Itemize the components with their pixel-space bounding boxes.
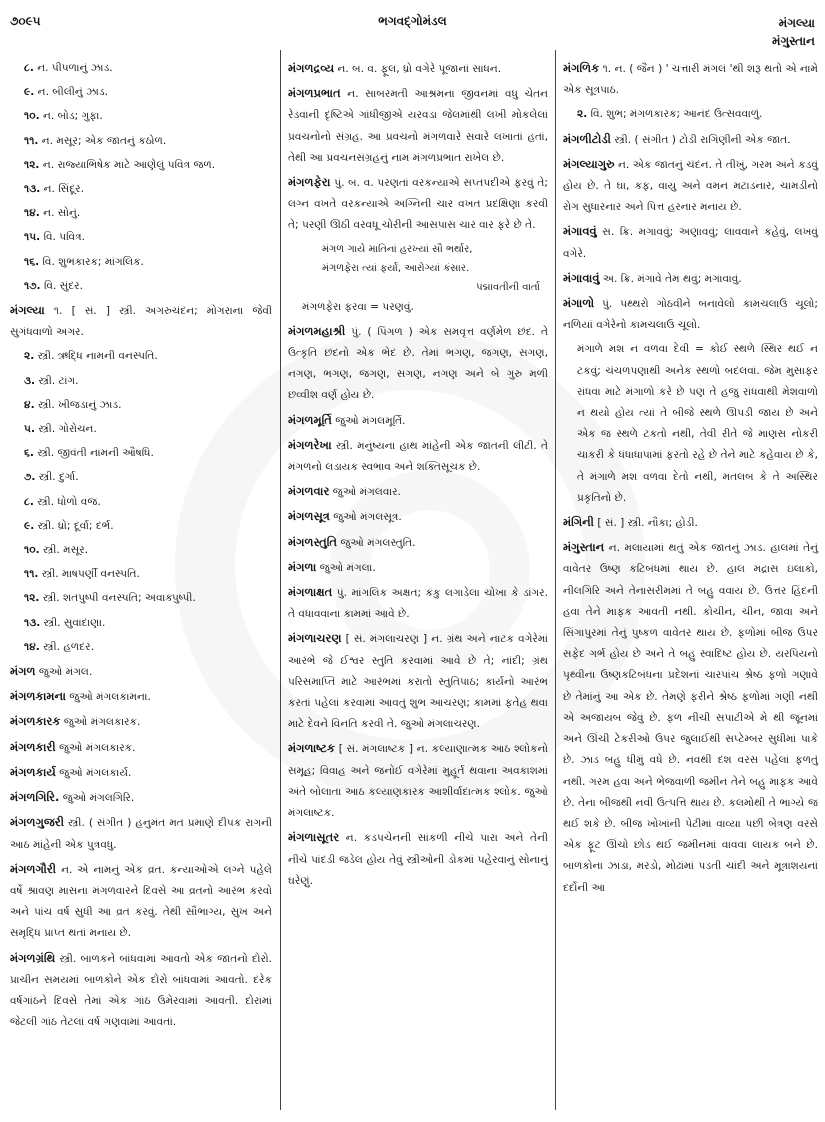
sense bbox=[10, 564, 272, 585]
sense-text: સ્ત્રી. ધ્રો; દૂર્વા; દર્ભ. bbox=[37, 519, 114, 532]
sense-text: સ્ત્રી. સુવાદાણા. bbox=[43, 616, 106, 629]
dictionary-entry bbox=[10, 737, 272, 759]
dictionary-entry bbox=[288, 321, 548, 407]
dictionary-entry bbox=[288, 506, 548, 528]
sense-number: ૯. bbox=[24, 519, 35, 532]
headword: મંગળીટોડી bbox=[563, 131, 611, 146]
sense bbox=[10, 492, 272, 513]
sense bbox=[10, 155, 272, 176]
sense-number: ૧૪. bbox=[24, 640, 40, 653]
sense-text: વિ. શુભકારક; માંગલિક. bbox=[42, 255, 144, 268]
dictionary-entry bbox=[288, 532, 548, 554]
definition: ન. એક જાતનું ચંદન. તે તીખું, ગરમ અને કડવું હોય છે. તે ઘા, કફ, વાયુ અને વમન મટાડનાર, ચામડીનો રોગ સુધારનાર અને પિત્ત હરનાર મનાય છે. bbox=[563, 158, 818, 214]
sense-number: ૧૭. bbox=[24, 279, 41, 292]
headword: મંગળગિરિ. bbox=[10, 790, 60, 805]
dictionary-entry bbox=[10, 686, 272, 708]
sense-text: સ્ત્રી. ગોરોચન. bbox=[38, 423, 97, 436]
sense-text: ન. બોડ; ગુફા. bbox=[42, 110, 103, 123]
sense bbox=[563, 104, 818, 125]
headword: મંગળદ્રવ્ય bbox=[288, 61, 335, 75]
sense-text: ન. સોનું. bbox=[43, 207, 81, 220]
definition: ન. એ નામનું એક વ્રત. કન્યાઓએ લગ્ને પહેલે વર્ષે શ્રાવણ માસના મંગળવારને દિવસે આ વ્રતનો આરંભ કરવો અને પાંચ વર્ષ સુધી આ વ્રત કરવું. તેથી સૌભાગ્ય, સુખ અને સમૃદ્ધિ પ્રાપ્ત થતાં મનાય છે. bbox=[10, 863, 272, 940]
sense-number: ૮. bbox=[24, 62, 34, 74]
sense-number: ૧૩. bbox=[24, 183, 41, 196]
sense-text: સ્ત્રી. માષપર્ણી વનસ્પતિ. bbox=[41, 568, 140, 581]
sense bbox=[10, 395, 272, 416]
headword: મંગળાચરણ bbox=[288, 631, 342, 646]
dictionary-entry bbox=[288, 827, 548, 892]
sense-number: ૧૨. bbox=[24, 592, 40, 605]
sense bbox=[10, 82, 272, 103]
dictionary-entry bbox=[288, 83, 548, 169]
definition: સ્ત્રી. બાળકને બાંધવામાં આવતો એક જાતનો દોરો. પ્રાચીન સમયમાં બાળકોને એક દોરો બાંધવામાં આવતો. દરેક વર્ષગાંઠને દિવસે તેમાં એક ગાંઠ ઉમેરવામાં આવતી. દોરામાં જેટલી ગાંઠ તેટલાં વર્ષ ગણવામાં આવતાં. bbox=[10, 952, 272, 1029]
dictionary-entry bbox=[288, 738, 548, 824]
sense-text: ન. બીલીનું ઝાડ. bbox=[37, 86, 109, 99]
sense-text: સ્ત્રી. મસૂર. bbox=[42, 544, 89, 557]
dictionary-entry bbox=[563, 154, 818, 219]
sense-text: સ્ત્રી. દુર્ગા. bbox=[38, 471, 79, 484]
headword: મંગળગ્રંથિ bbox=[10, 950, 56, 965]
dictionary-entry bbox=[288, 172, 548, 237]
headword: મંગળા bbox=[288, 559, 317, 574]
page-number: ૭૦૯૫ bbox=[10, 14, 41, 28]
column-divider bbox=[555, 50, 556, 1110]
column-left bbox=[10, 58, 272, 1036]
sense-text: સ્ત્રી. શતપુષ્પી વનસ્પતિ; અવાક્પુષ્પી. bbox=[42, 592, 196, 605]
headword: મંગળમહાશ્રી bbox=[288, 323, 346, 338]
sense-number: ૧૦. bbox=[24, 110, 40, 123]
dictionary-entry bbox=[288, 582, 548, 625]
dictionary-entry bbox=[563, 512, 818, 534]
headword: મંગલ્યા bbox=[10, 303, 45, 318]
idiom: મંગાળે મશ ન વળવા દેવી = કોઈ સ્થળે સ્થિર થઈ ન ટકવું; ચંચળપણાથી અનેક સ્થળો બદલવાં. જેમ મુસાફર રાંધવા માટે મંગાળો કરે છે પણ તે હજુ રાંધવાથી મેશવાળો ન થયો હોય ત્યાં તે બીજે સ્થળે ઊપડી જાય છે અને એક જ સ્થળે ટકતો નથી, તેવી રીતે જે માણસ નોકરી ચાકરી કે ધંધાધાપામાં ફરતો રહે છે તેને માટે કહેવાય છે કે, તે મંગાળે મશ વળવા દેતો નથી, મતલબ કે તે અસ્થિર પ્રકૃતિનો છે. bbox=[577, 343, 818, 504]
guide-word-first: મંગલ્યા bbox=[778, 16, 815, 30]
dictionary-entry bbox=[10, 948, 272, 1034]
sense-text: ન. પીપળાનું ઝાડ. bbox=[37, 62, 113, 74]
headword: મંગળાષ્ટક bbox=[288, 741, 336, 756]
sense-text: ન. રાજ્યાભિષેક માટે આણેલું પવિત્ર જળ. bbox=[42, 158, 216, 171]
sense bbox=[10, 613, 272, 634]
definition: ૧. [ સં. ] સ્ત્રી. અગરુચંદન; મોગરાના જેવી સુગંધવાળો અગર. bbox=[10, 305, 272, 339]
headword: મંગાવાવું bbox=[563, 270, 600, 285]
dictionary-entry bbox=[288, 628, 548, 735]
sense-text: સ્ત્રી. ધોળો વજ. bbox=[37, 495, 101, 508]
headword: મંગળકારી bbox=[10, 739, 56, 754]
headword: મંગળસૂત્ર bbox=[288, 509, 330, 524]
dictionary-entry bbox=[10, 711, 272, 733]
sense-text: ન. સિંદૂર. bbox=[43, 183, 85, 196]
headword: મંગળગુજરી bbox=[10, 815, 64, 830]
dictionary-entry bbox=[288, 435, 548, 478]
headword: મંગળગૌરી bbox=[10, 861, 57, 876]
dictionary-entry bbox=[563, 221, 818, 264]
column-middle bbox=[288, 58, 548, 895]
sense-text: વિ. પવિત્ર. bbox=[43, 231, 86, 244]
definition: જુઓ મંગલ. bbox=[38, 666, 93, 679]
headword: મંગળિક bbox=[563, 61, 600, 75]
sense-text: સ્ત્રી. ખીજડાનું ઝાડ. bbox=[37, 398, 122, 411]
definition: [ સં. ] સ્ત્રી. નૌકા; હોડી. bbox=[597, 517, 698, 530]
dictionary-entry bbox=[563, 293, 818, 336]
sense-text: સ્ત્રી. હળદર. bbox=[43, 640, 94, 653]
sense-number: ૨. bbox=[577, 108, 588, 121]
sense-number: ૮. bbox=[24, 495, 34, 508]
sense bbox=[10, 467, 272, 488]
sense bbox=[10, 419, 272, 440]
definition: અ. ક્રિ. મંગાવે તેમ થવું; મગાવાવું. bbox=[602, 272, 742, 285]
sense bbox=[10, 443, 272, 464]
definition: સ્ત્રી. ( સંગીત ) હનુમંત મત પ્રમાણે દીપક રાગની આઠ માંહેની એક પુત્રવધુ. bbox=[10, 817, 273, 851]
dictionary-entry bbox=[288, 410, 548, 432]
headword: મંગળકારક bbox=[10, 714, 61, 729]
headword: મંગળકામના bbox=[10, 689, 66, 704]
sense-number: ૧૧. bbox=[24, 568, 39, 581]
sense-text: સ્ત્રી. ટાંગ. bbox=[38, 374, 79, 387]
sense-number: ૪. bbox=[24, 398, 35, 411]
dictionary-entry bbox=[563, 129, 818, 151]
definition: જુઓ મંગલકારક. bbox=[59, 741, 136, 754]
definition: ન. મલાયામાં થતું એક જાતનું ઝાડ. હાલમાં તેનું વાવેતર ઉષ્ણ કટિબંધમાં થાય છે. હાલ મદ્રાસ ઇલાકો, નીલગિરિ અને તેનાસરીમમાં તે બહુ વવાય છે. ઉત્તર હિંદની હવા તેને માફક આવતી નથી. કોચીન, ચીન, જાવા અને સિંગાપુરમાં તેનું પુષ્કળ વાવેતર થાય છે. ફળોમાં બીજ ઉપર સફેદ ગર્ભ હોય છે અને તે બહુ સ્વાદિષ્ટ હોય છે. યરપિયનો પૃથ્વીના ઉષ્ણકટિબંધના પ્રદેશનાં ચારપાંચ શ્રેષ્ઠ ફળો ગણાવે છે તેમાંનું આ એક છે. તેમણે ફરીને શ્રેષ્ઠ ફળોમાં ગણી નથી એ અજાયબ જેવું છે. ફળ નીચી સપાટીએ મે થી જૂનમાં અને ઊંચી ટેકરીઓ ઉપર જુલાઈથી સપ્ટેમ્બર સુધીમાં પાકે છે. ઝાડ બહુ ધીમું વધે છે. નવથી દશ વરસ પહેલાં ફળતું નથી. ગરમ હવા અને ભેજવાળી જમીન તેને બહુ માફક આવે છે. તેના બીજથી નવી ઉત્પત્તિ થાય છે. કલમોથી તે ભાગ્યે જ થઈ શકે છે. બીજ ખોખાંની પેટીમાં વાવ્યા પછી બેત્રણ વરસે એક ફૂટ ઊંચો છોડ થઈ જમીનમાં વાવવા લાયક બને છે. બાળકોના ઝાડા, મરડો, મોઢાંમાં પડતી ચાંદી અને મૂત્રાશયનાં દર્દોની આ bbox=[563, 542, 819, 894]
dictionary-entry bbox=[10, 812, 272, 855]
dictionary-entry bbox=[10, 762, 272, 784]
dictionary-entry bbox=[10, 859, 272, 945]
definition: જુઓ મંગલવાર. bbox=[332, 486, 401, 499]
sense-number: ૬. bbox=[24, 447, 34, 460]
dictionary-entry bbox=[563, 58, 818, 101]
headword: મંગળપ્રભાત bbox=[288, 86, 341, 101]
sense bbox=[10, 276, 272, 297]
sense bbox=[10, 58, 272, 79]
sense-number: ૧૪. bbox=[24, 207, 40, 220]
sense-text: ન. મસૂર; એક જાતનું કઠોળ. bbox=[41, 134, 167, 147]
column-divider bbox=[280, 50, 281, 1110]
sense-number: ૨. bbox=[24, 350, 35, 363]
definition: સ. ક્રિ. મગાવવું; અણાવવું; લાવવાને કહેવું, લખવું વગેરે. bbox=[563, 226, 818, 260]
sense-number: ૧૧. bbox=[24, 134, 39, 147]
definition: પું. બ. વ. પરણતાં વરકન્યાએ સપ્તપદીએ ફરવું તે; લગ્ન વખતે વરકન્યાએ અગ્નિની ચાર વખત પ્રદક્ષિણા કરવી તે; પરણી ઊઠી વરવધૂ ચોરીની આસપાસ ચાર વાર ફરે છે તે. bbox=[288, 177, 549, 232]
page-header bbox=[0, 8, 825, 52]
definition: જુઓ મંગલકારક. bbox=[63, 716, 141, 729]
sense bbox=[10, 203, 272, 224]
sense bbox=[10, 371, 272, 392]
definition: જુઓ મંગલસૂત્ર. bbox=[333, 511, 402, 524]
sense-number: ૧૨. bbox=[24, 158, 40, 171]
sense bbox=[10, 227, 272, 248]
definition: જુઓ મંગલમૂર્તિ. bbox=[335, 414, 406, 427]
definition: [ સં. મંગલાચરણ ] ન. ગ્રંથ અને નાટક વગેરેમાં આરંભે જે ઈશ્વર સ્તુતિ કરવામાં આવે છે તે; નાંદી; ગ્રંથ પરિસમાપ્તિ માટે આરંભમાં કરાતો સ્તુતિપાઠ; કાર્યનો આરંભ કરતાં પહેલાં કરવામાં આવતું શુભ આચરણ; કામમાં ફતેહ થવા માટે દેવને વિનતિ કરવી તે. જુઓ મંગલાચરણ. bbox=[288, 633, 548, 731]
definition: જુઓ મંગલકામના. bbox=[69, 691, 151, 704]
definition: પું. પથ્થરો ગોઠવીને બનાવેલો કામચલાઉ ચૂલો; નળિયાં વગેરેનો કામચલાઉ ચૂલો. bbox=[563, 298, 818, 332]
headword: મંગળાક્ષત bbox=[288, 585, 333, 600]
sense-number: ૫. bbox=[24, 423, 35, 436]
sense bbox=[10, 106, 272, 127]
sense bbox=[10, 179, 272, 200]
definition: સ્ત્રી. મનુષ્યના હાથ માંહેની એક જાતની લીટી. તે મંગળનો લડાયક સ્વભાવ અને શક્તિસૂચક છે. bbox=[288, 439, 548, 474]
column-right bbox=[563, 58, 818, 902]
dictionary-entry bbox=[288, 557, 548, 579]
headword: મંગાવવું bbox=[563, 224, 597, 239]
definition: [ સં. મંગલાષ્ટક ] ન. કલ્યાણાત્મક આઠ શ્લોકનો સમૂહ; વિવાહ અને જનોઈ વગેરેમાં મુહૂર્ત થવાના અવકાશમાં અંતે બોલાતા આઠ કલ્યાણકારક આશીર્વાદાત્મક શ્લોક. જુઓ મંગલાષ્ટક. bbox=[288, 743, 548, 820]
idiom: મંગળફેરા ફરવા = પરણવું. bbox=[302, 300, 414, 313]
definition: ૧. ન. ( જૈન ) ' ચત્તારી મંગલં 'થી શરૂ થતો એ નામે એક સૂત્રપાઠ. bbox=[563, 63, 818, 97]
definition: જુઓ મંગલગિરિ. bbox=[62, 792, 135, 805]
headword: મંગળકાર્ય bbox=[10, 764, 56, 779]
definition: જુઓ મંગલા. bbox=[319, 561, 376, 574]
sense-number: ૧૬. bbox=[24, 255, 40, 268]
sense-number: ૧૫. bbox=[24, 231, 41, 244]
sense bbox=[10, 588, 272, 609]
sense-text: વિ. શુભ; મંગળકારક; આનંદ ઉત્સવવાળું. bbox=[590, 108, 763, 121]
definition: ન. કડપચેનની સાંકળી નીચે પારા અને તેની નીચે પાંદડી જડેલ હોય તેવું સ્ત્રીઓની ડોકમાં પહેરવાનું સોનાનું ઘરેણું. bbox=[288, 832, 549, 887]
sense bbox=[10, 540, 272, 561]
headword: મંગિની bbox=[563, 515, 594, 530]
definition: પું. ( પિંગળ ) એક સમવૃત્ત વર્ણમેળ છંદ. તે ઉત્કૃતિ છંદનો એક ભેદ છે. તેમાં ભગણ, જગણ, સગણ, નગણ, ભગણ, જગણ, સગણ, નગણ અને બે ગુરુ મળી છવ્વીશ વર્ણ હોય છે. bbox=[288, 325, 548, 402]
dictionary-entry bbox=[288, 58, 548, 80]
sense bbox=[10, 131, 272, 152]
headword: મંગળમૂર્તિ bbox=[288, 412, 332, 427]
sense-number: ૭. bbox=[24, 471, 36, 484]
definition: પું. માંગલિક અક્ષત; કંકુ લગાડેલા ચોખા કે ડાંગર. તે વધાવવાના કામમાં આવે છે. bbox=[288, 587, 548, 621]
headword: મંગળવાર bbox=[288, 484, 330, 499]
guide-words bbox=[772, 14, 815, 50]
dictionary-entry bbox=[563, 537, 818, 898]
quote-line: મંગળફેરા ત્યાં ફર્યાં, આરોગ્યાં કંસાર. bbox=[322, 262, 470, 274]
sense-text: વિ. સુંદર. bbox=[43, 279, 84, 292]
headword: મંગળફેરા bbox=[288, 175, 331, 190]
definition: ન. સાબરમતી આશ્રમના જીવનમાં વધુ ચેતન રેડવાની દૃષ્ટિએ ગાંધીજીએ યરવડા જેલમાંથી લખી મોકલેલાં પ્રવચનોનો સંગ્રહ. આ પ્રવચનો મંગળવારે સવારે લખાતાં હતાં, તેથી આ પ્રવચનસંગ્રહનું નામ મંગળપ્રભાત રાખેલ છે. bbox=[288, 88, 548, 164]
guide-word-last: મંગુસ્તાન bbox=[771, 34, 815, 48]
headword: મંગળાસૂતર bbox=[288, 830, 340, 845]
dictionary-entry bbox=[10, 787, 272, 809]
sense-text: સ્ત્રી. જીવંતી નામની ઔષધિ. bbox=[37, 447, 154, 460]
headword: મંગળ bbox=[10, 664, 36, 679]
dictionary-title: ભગવદ્ગોમંડલ bbox=[378, 14, 447, 28]
definition: સ્ત્રી. ( સંગીત ) ટોડી રાગિણીની એક જાત. bbox=[614, 133, 791, 146]
headword: મંગુસ્તાન bbox=[563, 540, 605, 555]
sense-number: ૧૩. bbox=[24, 616, 41, 629]
sense bbox=[10, 252, 272, 273]
headword: મંગળસ્તુતિ bbox=[288, 534, 338, 549]
headword: મંગલ્યાગુરુ bbox=[563, 156, 615, 171]
dictionary-entry bbox=[288, 481, 548, 503]
dictionary-entry bbox=[10, 300, 272, 343]
quote-line: મંગળ ગાયે માતિનાં હરખ્યાં સૌ ભર્થાર, bbox=[322, 243, 473, 255]
definition: જુઓ મંગલકાર્ય. bbox=[59, 766, 132, 779]
dictionary-entry bbox=[563, 268, 818, 290]
sense bbox=[10, 346, 272, 367]
definition: જુઓ મંગલસ્તુતિ. bbox=[340, 536, 416, 549]
sense bbox=[10, 637, 272, 658]
definition: ન. બ. વ. ફૂલ, ધ્રો વગેરે પૂજાનાં સાધન. bbox=[337, 63, 502, 75]
sense bbox=[10, 516, 272, 537]
headword: મંગળરેખા bbox=[288, 437, 332, 452]
sense-text: સ્ત્રી. ઋદ્ધિ નામની વનસ્પતિ. bbox=[37, 350, 158, 363]
sense-number: ૩. bbox=[24, 374, 36, 387]
sense-number: ૧૦. bbox=[24, 544, 40, 557]
headword: મંગાળો bbox=[563, 296, 595, 311]
dictionary-entry bbox=[10, 661, 272, 683]
quote-source: પદ્માવતીની વાર્તા bbox=[476, 281, 540, 293]
sense-number: ૯. bbox=[24, 86, 35, 99]
